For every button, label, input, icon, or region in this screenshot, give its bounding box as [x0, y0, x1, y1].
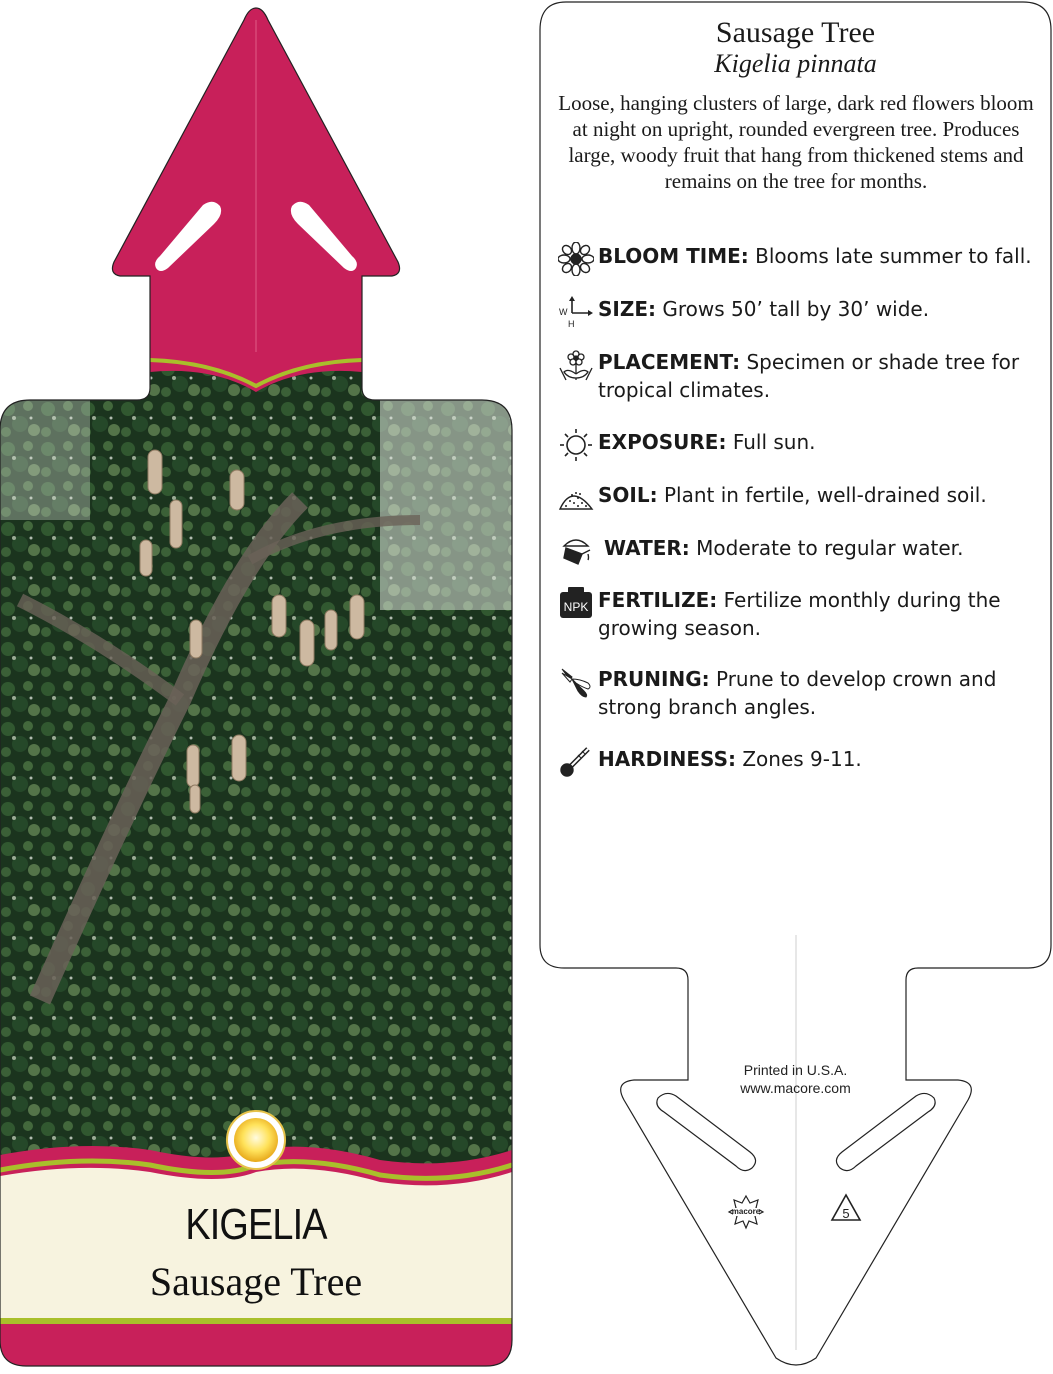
- tag-front-shape: [0, 0, 520, 1369]
- attr-label: EXPOSURE:: [598, 430, 727, 454]
- svg-text:NPK: NPK: [563, 600, 589, 614]
- back-title: Sausage Tree: [715, 16, 876, 49]
- attr-value: Specimen or shade tree for tropical climates.: [598, 350, 1020, 402]
- npk-fertilizer-icon: [558, 586, 594, 620]
- attr-value: Plant in fertile, well-drained soil.: [663, 483, 987, 507]
- svg-text:H: H: [568, 319, 575, 329]
- attr-value: Moderate to regular water.: [696, 536, 964, 560]
- pruning-shears-icon: [558, 665, 594, 699]
- full-sun-icon: [227, 1111, 285, 1169]
- size-arrows-icon: [558, 295, 594, 329]
- svg-text:macore: macore: [731, 1207, 761, 1216]
- plant-tag-back: [538, 0, 1053, 1369]
- attr-value: Zones 9-11.: [742, 747, 862, 771]
- thermometer-icon: [558, 745, 594, 779]
- scientific-name: Kigelia pinnata: [714, 49, 877, 78]
- attr-label: PLACEMENT:: [598, 350, 741, 374]
- svg-text:W: W: [559, 307, 568, 317]
- attr-label: BLOOM TIME:: [598, 244, 749, 268]
- attr-label: HARDINESS:: [598, 747, 736, 771]
- attr-label: SOIL:: [598, 483, 658, 507]
- attr-label: WATER:: [604, 536, 690, 560]
- attr-label: SIZE:: [598, 297, 657, 321]
- plant-photo: [0, 340, 520, 1200]
- website: www.macore.com: [740, 1080, 851, 1096]
- description: Loose, hanging clusters of large, dark red flowers bloom at night on upright, rounded evergreen tree. Produces large, woody fruit that hang from thickened stems and remains on the tree for months.: [558, 91, 1034, 193]
- sun-icon: [558, 428, 594, 462]
- attr-value: Full sun.: [732, 430, 816, 454]
- placement-plant-icon: [558, 348, 594, 382]
- attr-value: Fertilize monthly during the growing season.: [598, 588, 1001, 640]
- attr-value: Blooms late summer to fall.: [755, 244, 1032, 268]
- printed-in: Printed in U.S.A.: [743, 1062, 848, 1078]
- plant-tag-front: [0, 0, 520, 1369]
- attr-label: PRUNING:: [598, 667, 710, 691]
- soil-mound-icon: [558, 481, 594, 515]
- plant-name: KIGELIA: [185, 1200, 327, 1249]
- attr-value: Prune to develop crown and strong branch angles.: [598, 667, 997, 719]
- flower-icon: [558, 242, 594, 276]
- svg-text:5: 5: [842, 1206, 850, 1221]
- attr-label: FERTILIZE:: [598, 588, 718, 612]
- common-name: Sausage Tree: [149, 1259, 363, 1304]
- attr-value: Grows 50’ tall by 30’ wide.: [662, 297, 930, 321]
- watering-can-icon: [558, 534, 594, 568]
